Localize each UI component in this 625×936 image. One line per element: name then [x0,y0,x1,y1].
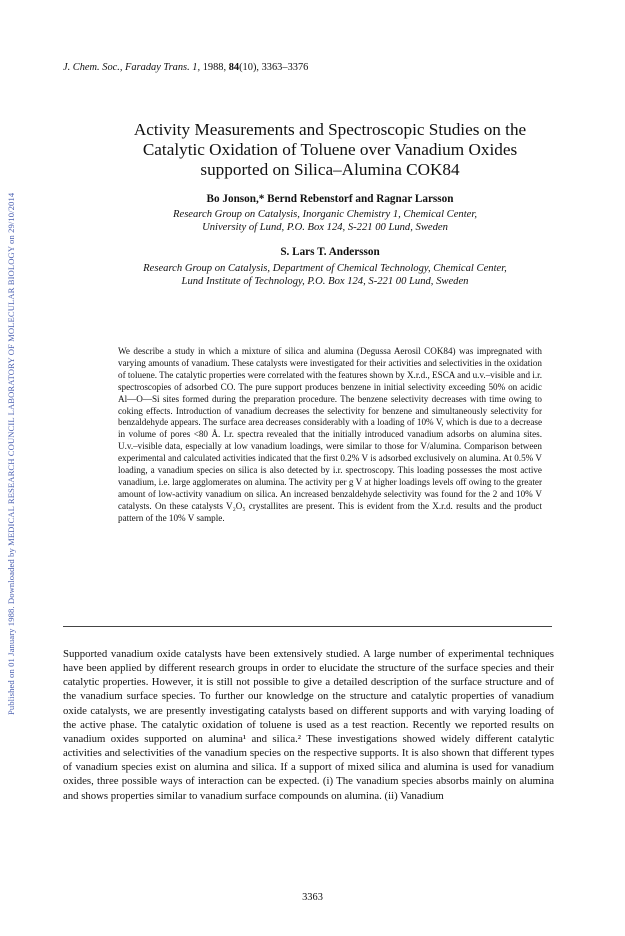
affiliation-line: Research Group on Catalysis, Department of Chemical Technology, Chemical Center, [143,263,507,274]
title-line: Catalytic Oxidation of Toluene over Vanadium Oxides [142,140,518,159]
affiliation-group-1 [30,208,620,234]
journal-year: 1988, [202,62,227,73]
section-divider [63,626,552,627]
abstract: We describe a study in which a mixture of silica and alumina (Degussa Aerosil COK84) was impregnated with varying amounts of vanadium. These catalysts were investigated for their activities and selectivities in the oxidation of toluene. The catalytic properties were correlated with the features shown by X.r.d., ESCA and u.v.–visible and i.r. spectroscopies of adsorbed CO. The pure support produces benzene in initial selectivity exceeding 50% on acidic Al—O—Si sites formed during the preparation procedure. The benzene selectivity decreases with time owing to coking effects. Introduction of vanadium decreases the selectivity for benzene and simultaneously selectivity for benzaldehyde appears. The surface area decreases considerably with a loading of 10% V, which is due to a decrease in volume of pores <80 Å. I.r. spectra revealed that the initially introduced vanadium adsorbs on alumina sites. U.v.–visible data, especially at low vanadium loadings, were similar to those for V/alumina. Comparison between experimental and calculated activities indicated that the first 0.2% V is adsorbed exclusively on alumina. At 0.5% V loading, a vanadium species on silica is also detected by i.r. spectroscopy. This loading possesses the most active vanadium, i.e. large agglomerates on alumina. The activity per g V at higher loadings levels off owing to the greater amount of low-activity vanadium on silica. An increased benzaldehyde selectivity was found for the 2 and 10% V catalysts. On these catalysts V₂O₅ crystallites are present. This is evident from the X.r.d. results and the product pattern of the 10% V sample. [118,346,542,523]
title-line: supported on Silica–Alumina COK84 [200,160,460,179]
journal-name: J. Chem. Soc., Faraday Trans. 1, [63,62,201,73]
journal-issue-pages: (10), 3363–3376 [239,62,309,73]
journal-volume: 84 [228,62,240,73]
affiliation-line: University of Lund, P.O. Box 124, S-221 00 Lund, Sweden [202,222,448,233]
affiliation-group-2 [30,262,620,288]
affiliation-line: Research Group on Catalysis, Inorganic Chemistry 1, Chemical Center, [173,209,477,220]
paper-title [60,120,600,180]
authors-group-2: S. Lars T. Andersson [280,246,380,258]
title-line: Activity Measurements and Spectroscopic Studies on the [133,120,527,139]
page-number: 3363 [302,892,323,903]
affiliation-line: Lund Institute of Technology, P.O. Box 124, S-221 00 Lund, Sweden [181,276,469,287]
journal-citation [63,62,308,73]
body-text: Supported vanadium oxide catalysts have been extensively studied. A large number of experimental techniques have been applied by different research groups in order to elucidate the structure of the surface species and their catalytic properties. However, it is still not possible to give a detailed description of the surface structure and of the vanadium surface species. To further our knowledge on the structure and catalytic properties of vanadium oxide catalysts, we are presently investigating catalysts based on different supports and with varying loading of the active phase. The catalytic oxidation of toluene is used as a test reaction. Recently we reported results on vanadium oxides supported on alumina¹ and silica.² These investigations showed widely different catalytic activities and selectivities of the vanadium species on the respective supports. It is also shown that different types of vanadium species exist on alumina and silica. If a support of mixed silica and alumina is used for vanadium oxides, three possible ways of interaction can be expected. (i) The vanadium species absorbs mainly on alumina and shows properties similar to vanadium surface compounds on alumina. (ii) Vanadium [63,648,554,802]
download-watermark: Published on 01 January 1988. Downloaded by MEDICAL RESEARCH COUNCIL LABORATORY OF MOLECULAR BIOLOGY on 29/10/2014 [6,192,16,716]
authors-group-1: Bo Jonson,* Bernd Rebenstorf and Ragnar Larsson [206,193,454,205]
